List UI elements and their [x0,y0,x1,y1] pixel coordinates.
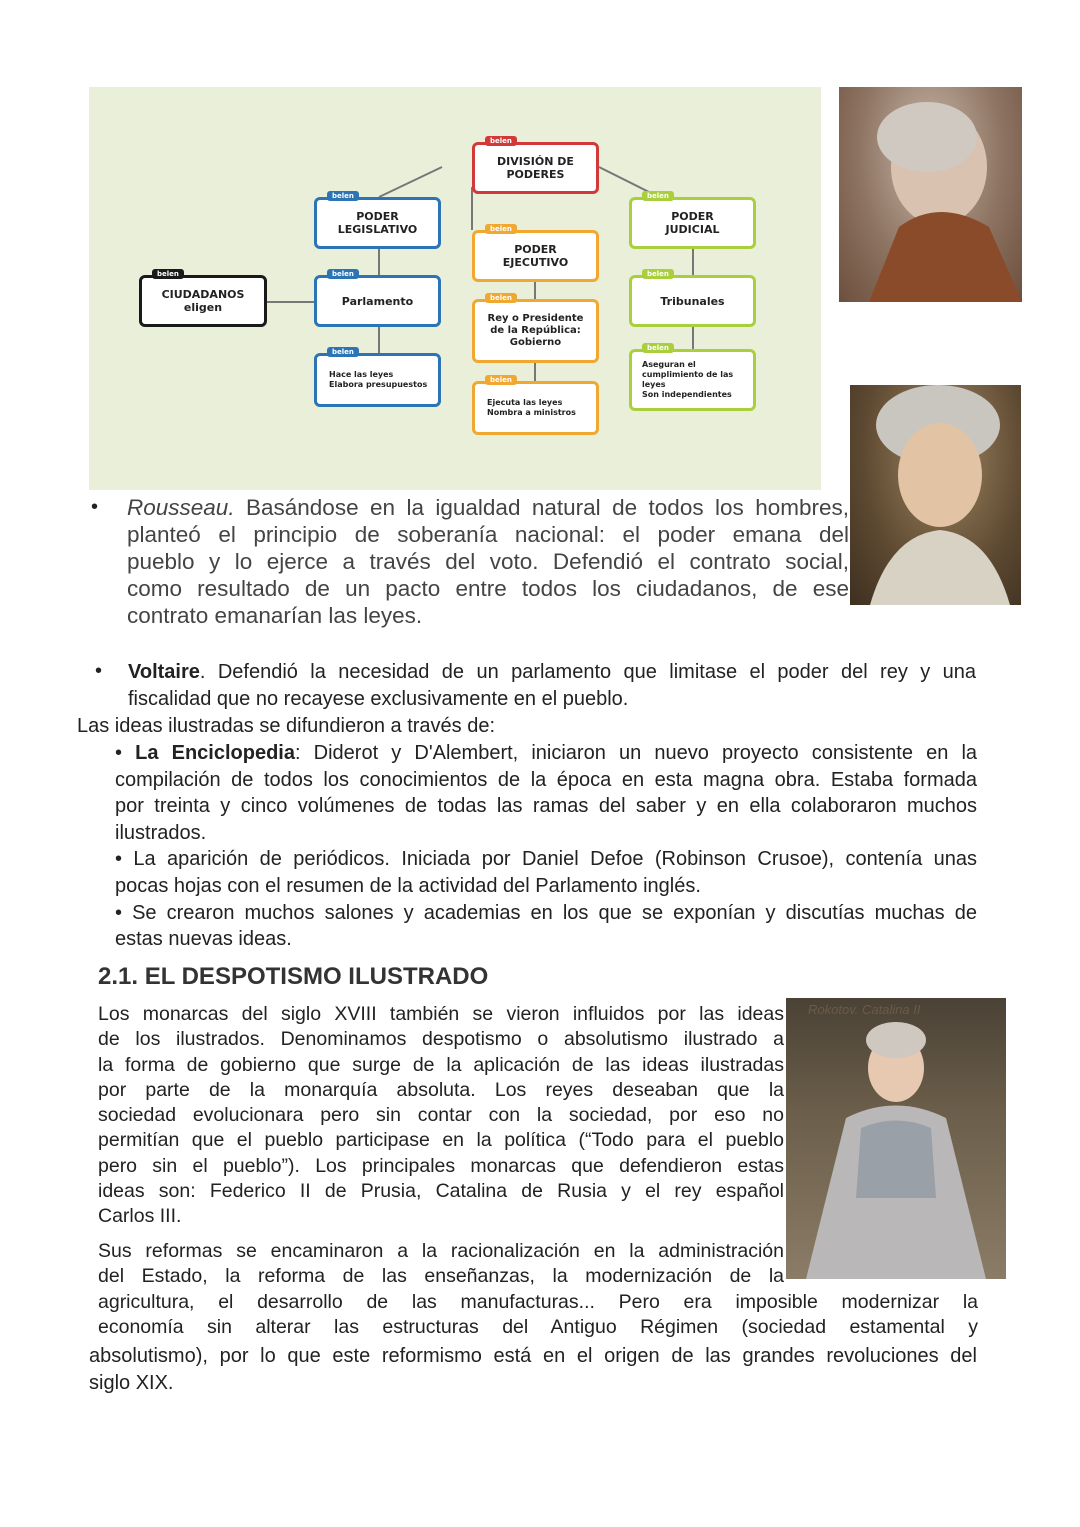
salones-line: estas nuevas ideas. [115,928,292,951]
enciclopedia-text: : Diderot y D'Alembert, iniciaron un nuevo proyecto consistente en la [294,742,978,764]
poder-judicial-node [629,192,756,249]
enciclopedia-bold: La Enciclopedia [135,742,295,764]
aseguran-node [629,344,756,411]
bullet-icon: • [91,496,99,518]
despotismo-line: ideas son: Federico II de Prusia, Catalina de Rusia y el rey español [98,1180,784,1203]
salones-line: • Se crearon muchos salones y academias en los que se exponían y discutías muchas de [115,901,977,924]
difusion-intro: Las ideas ilustradas se difundieron a través de: [77,715,496,737]
rousseau-text: Basándose en la igualdad natural de todos los hombres, [246,495,849,520]
despotismo-line: agricultura, el desarrollo de las manufacturas... Pero era imposible modernizar la [98,1291,978,1313]
voltaire-name: Voltaire [128,661,200,683]
catalina-portrait [786,998,1006,1279]
catalina-silhouette-icon [786,998,1006,1279]
despotismo-line: del Estado, la reforma de las enseñanzas, la modernización de la [98,1265,784,1288]
despotismo-line: de los ilustrados. Denominamos despotismo o absolutismo ilustrado a [98,1028,784,1051]
hace-leyes-node [314,348,441,407]
tribunales-node [629,270,756,327]
node-tag: belen [327,347,359,357]
despotismo-line: economía sin alterar las estructuras del Antiguo Régimen (sociedad estamental y [98,1316,978,1339]
node-label: Ejecuta las leyes Nombra a ministros [487,398,576,417]
enciclopedia-line: por treinta y cinco volúmenes de todas las ramas del saber y en ella colaboraron muchos [115,795,977,818]
enciclopedia-line: ilustrados. [115,821,207,844]
node-tag: belen [642,191,674,201]
poder-legislativo-node [314,192,441,249]
node-label: Parlamento [341,294,414,308]
node-tag: belen [642,343,674,353]
despotismo-paragraph-1 [98,1002,784,1230]
voltaire-text: . Defendió la necesidad de un parlamento que limitase el poder del rey y una [199,661,976,683]
node-label: Tribunales [660,294,725,308]
despotismo-line: Carlos III. [98,1205,182,1228]
ciudadanos-node [139,270,267,327]
despotismo-line: Sus reformas se encaminaron a la racionalización en la administración [98,1240,784,1262]
periodicos-line: • La aparición de periódicos. Iniciada por Daniel Defoe (Robinson Crusoe), contenía unas [115,848,977,871]
bullet-icon: • [95,660,103,682]
node-label: Rey o Presidente de la República: Gobierno [487,313,584,348]
section-heading: 2.1. EL DESPOTISMO ILUSTRADO [98,963,489,990]
rousseau-line: pueblo y lo ejerce a través del voto. Defendió el contrato social, [127,549,849,574]
node-tag: belen [485,293,517,303]
difusion-list [115,740,977,953]
division-de-poderes-node [472,137,599,194]
voltaire-line: fiscalidad que no recayese exclusivamente en el pueblo. [128,687,629,710]
despotismo-paragraph-2a [98,1239,784,1290]
node-tag: belen [327,191,359,201]
despotismo-paragraph-2c [89,1343,977,1397]
despotismo-line: permitían que el pueblo participase en la política (“Todo para el pueblo [98,1129,784,1152]
node-label: PODER LEGISLATIVO [337,210,418,236]
parlamento-node [314,270,441,327]
rousseau-silhouette-icon [850,385,1021,605]
voltaire-line [128,659,976,686]
enciclopedia-line: • La Enciclopedia: Diderot y D'Alembert, iniciaron un nuevo proyecto consistente en la [115,742,978,764]
node-label: Aseguran el cumplimiento de las leyes Son independientes [642,360,734,399]
montesquieu-portrait [839,87,1022,302]
rousseau-name: Rousseau. [127,495,235,520]
voltaire-paragraph [128,659,976,712]
rousseau-line: planteó el principio de soberanía nacional: el poder emana del [127,522,849,547]
periodicos-line: pocas hojas con el resumen de la actividad del Parlamento inglés. [115,874,701,897]
despotismo-line: por parte de la monarquía absoluta. Los reyes deseaban que la [98,1078,784,1101]
node-label: PODER EJECUTIVO [502,243,569,269]
rousseau-line: contrato emanarían las leyes. [127,603,423,628]
portrait-caption: Rokotov. Catalina II [808,1002,921,1017]
despotismo-line: Los monarcas del siglo XVIII también se vieron influidos por las ideas [98,1003,784,1025]
rey-presidente-node [472,294,599,363]
node-tag: belen [485,136,517,146]
despotismo-line: sociedad evolucionara pero sin contar con la sociedad, por eso no [98,1104,784,1127]
node-tag: belen [485,224,517,234]
division-de-poderes-diagram [89,87,821,490]
node-label: PODER JUDICIAL [665,210,720,236]
node-tag: belen [152,269,184,279]
node-tag: belen [485,375,517,385]
rousseau-paragraph [127,494,849,629]
enciclopedia-line: compilación de todos los conocimientos de la época en esta magna obra. Estaba formada [115,768,977,791]
despotismo-paragraph-2b [98,1290,978,1341]
node-label: DIVISIÓN DE PODERES [497,155,574,181]
node-tag: belen [642,269,674,279]
ejecuta-leyes-node [472,376,599,435]
despotismo-line: pero sin el pueblo”). Los principales monarcas que defendieron estas [98,1154,784,1177]
rousseau-line [127,494,849,521]
montesquieu-silhouette-icon [839,87,1022,302]
rousseau-line: como resultado de un pacto entre todos los ciudadanos, de ese [127,576,849,601]
node-label: Hace las leyes Elabora presupuestos [329,370,428,389]
node-tag: belen [327,269,359,279]
despotismo-line: siglo XIX. [89,1372,174,1394]
despotismo-line: absolutismo), por lo que este reformismo está en el origen de las grandes revoluciones del [89,1345,977,1367]
despotismo-line: la forma de gobierno que surge de la aplicación de las ideas ilustradas [98,1053,784,1076]
poder-ejecutivo-node [472,225,599,282]
node-label: CIUDADANOS eligen [161,288,245,314]
rousseau-portrait [850,385,1021,605]
